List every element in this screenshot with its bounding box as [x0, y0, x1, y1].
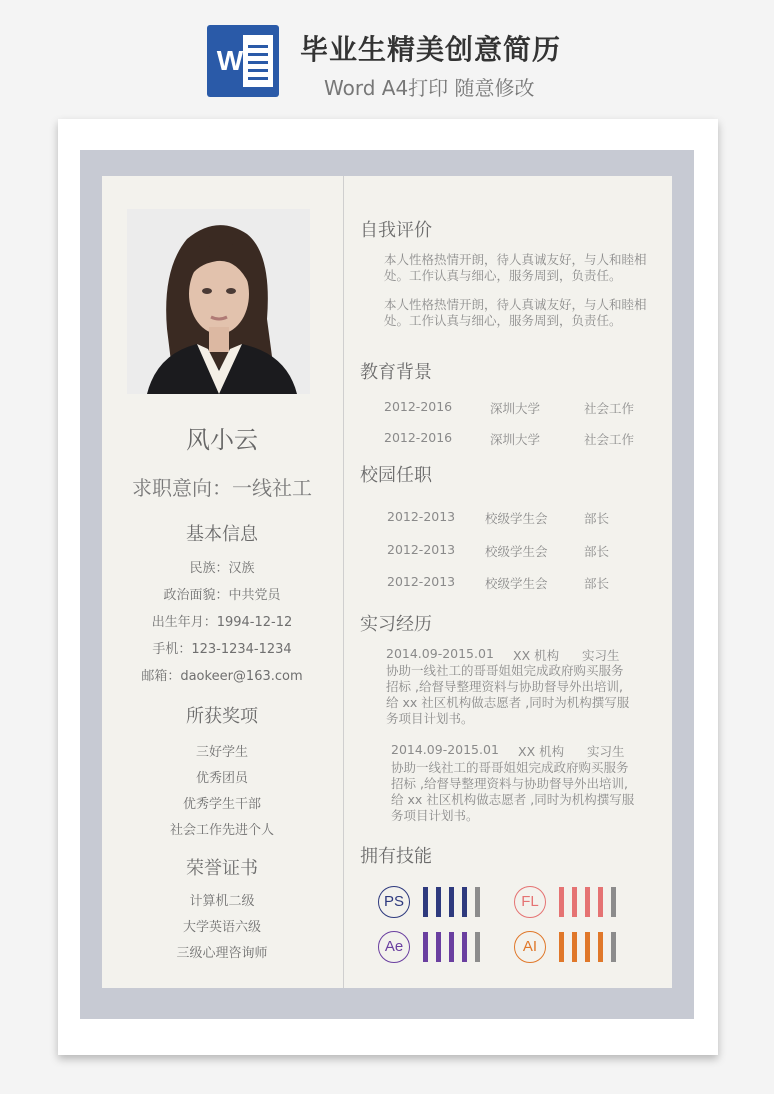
self-eval-paragraph: [384, 252, 647, 284]
edu-period: 2012-2016: [384, 399, 453, 414]
skill-level-bar: [611, 932, 616, 962]
resume-body: [102, 176, 672, 988]
skill-level-bar: [559, 887, 564, 917]
self-eval-line: 本人性格热情开朗，待人真诚友好，与人和睦相: [384, 297, 647, 312]
page-subtitle: Word A4打印 随意修改: [324, 76, 535, 100]
skill-level-bar: [436, 932, 441, 962]
intern-line: 招标 ,给督导整理资料与协助督导外出培训,: [391, 776, 628, 791]
info-birthdate: 出生年月：1994-12-12: [151, 615, 293, 630]
skill-level-bar: [423, 932, 428, 962]
intern-line: 招标 ,给督导整理资料与协助督导外出培训,: [386, 679, 623, 694]
word-icon-letter: W: [216, 45, 244, 76]
skill-badge-ae: Ae: [378, 931, 410, 963]
edu-school: 深圳大学: [490, 401, 541, 416]
column-divider: [343, 176, 344, 988]
award-item: 三好学生: [195, 745, 248, 760]
intern-period: 2014.09-2015.01: [391, 742, 499, 757]
self-eval-heading: 自我评价: [360, 220, 432, 241]
edu-major: 社会工作: [584, 401, 635, 416]
education-heading: 教育背景: [360, 362, 432, 383]
skill-level-bar: [598, 932, 603, 962]
page-header: [0, 0, 774, 110]
basic-info-heading: 基本信息: [186, 524, 258, 545]
word-page-shape: [243, 35, 273, 87]
skill-level-bar: [475, 887, 480, 917]
edu-major: 社会工作: [584, 432, 635, 447]
intern-period: 2014.09-2015.01: [386, 646, 494, 661]
intern-line: 给 xx 社区机构做志愿者 ,同时为机构撰写服: [386, 695, 630, 710]
skill-level-bar: [475, 932, 480, 962]
awards-heading: 所获奖项: [186, 706, 258, 727]
self-eval-line: 处。工作认真与细心，服务周到，负责任。: [384, 268, 622, 283]
intern-line: 协助一线社工的哥哥姐姐完成政府购买服务: [391, 760, 629, 775]
certificate-item: 大学英语六级: [182, 920, 261, 935]
internship-heading: 实习经历: [360, 614, 432, 635]
intern-description: [386, 663, 629, 727]
info-ethnicity: 民族：汉族: [189, 561, 255, 576]
skill-level-bar: [449, 932, 454, 962]
award-item: 优秀学生干部: [182, 797, 261, 812]
intern-org: XX 机构: [518, 744, 565, 759]
certificate-item: 计算机二级: [189, 894, 255, 909]
certificates-heading: 荣誉证书: [186, 858, 258, 879]
skill-level-bar: [598, 887, 603, 917]
candidate-name: 风小云: [186, 426, 258, 454]
campus-org: 校级学生会: [485, 511, 548, 526]
award-item: 社会工作先进个人: [169, 823, 274, 838]
job-intent: 求职意向：一线社工: [132, 476, 312, 500]
edu-school: 深圳大学: [490, 432, 541, 447]
campus-heading: 校园任职: [360, 465, 432, 486]
resume-frame: [80, 150, 694, 1019]
campus-org: 校级学生会: [485, 544, 548, 559]
intern-role: 实习生: [587, 744, 625, 759]
edu-period: 2012-2016: [384, 430, 453, 445]
info-email: 邮箱：daokeer@163.com: [141, 669, 303, 684]
campus-org: 校级学生会: [485, 576, 548, 591]
skill-level-bar: [423, 887, 428, 917]
certificate-item: 三级心理咨询师: [176, 946, 268, 961]
intern-org: XX 机构: [513, 648, 560, 663]
intern-line: 务项目计划书。: [386, 711, 474, 726]
portrait-image: [127, 209, 310, 394]
skill-level-bar: [462, 932, 467, 962]
skill-level-bar: [572, 932, 577, 962]
skill-level-bar: [449, 887, 454, 917]
campus-role: 部长: [584, 511, 610, 526]
campus-period: 2012-2013: [387, 542, 456, 557]
self-eval-paragraph: [384, 297, 647, 329]
skill-level-bar: [462, 887, 467, 917]
skill-level-bar: [559, 932, 564, 962]
skill-level-bar: [611, 887, 616, 917]
campus-period: 2012-2013: [387, 574, 456, 589]
award-item: 优秀团员: [195, 771, 248, 786]
skill-level-bar: [585, 887, 590, 917]
campus-role: 部长: [584, 544, 610, 559]
self-eval-line: 处。工作认真与细心，服务周到，负责任。: [384, 313, 622, 328]
info-phone: 手机：123-1234-1234: [152, 642, 292, 657]
self-eval-line: 本人性格热情开朗，待人真诚友好，与人和睦相: [384, 252, 647, 267]
campus-period: 2012-2013: [387, 509, 456, 524]
skill-badge-ps: PS: [378, 886, 410, 918]
skill-level-bar: [585, 932, 590, 962]
page-title: 毕业生精美创意简历: [300, 33, 562, 66]
skill-level-bar: [572, 887, 577, 917]
word-icon: [207, 25, 279, 97]
skills-heading: 拥有技能: [360, 846, 432, 867]
resume-paper: [58, 119, 718, 1055]
intern-description: [391, 760, 634, 824]
skill-badge-ai: AI: [514, 931, 546, 963]
skill-badge-fl: FL: [514, 886, 546, 918]
profile-photo: [127, 209, 310, 394]
campus-role: 部长: [584, 576, 610, 591]
intern-line: 协助一线社工的哥哥姐姐完成政府购买服务: [386, 663, 624, 678]
info-political: 政治面貌：中共党员: [163, 588, 281, 603]
intern-line: 务项目计划书。: [391, 808, 479, 823]
intern-line: 给 xx 社区机构做志愿者 ,同时为机构撰写服: [391, 792, 635, 807]
skill-level-bar: [436, 887, 441, 917]
intern-role: 实习生: [582, 648, 620, 663]
